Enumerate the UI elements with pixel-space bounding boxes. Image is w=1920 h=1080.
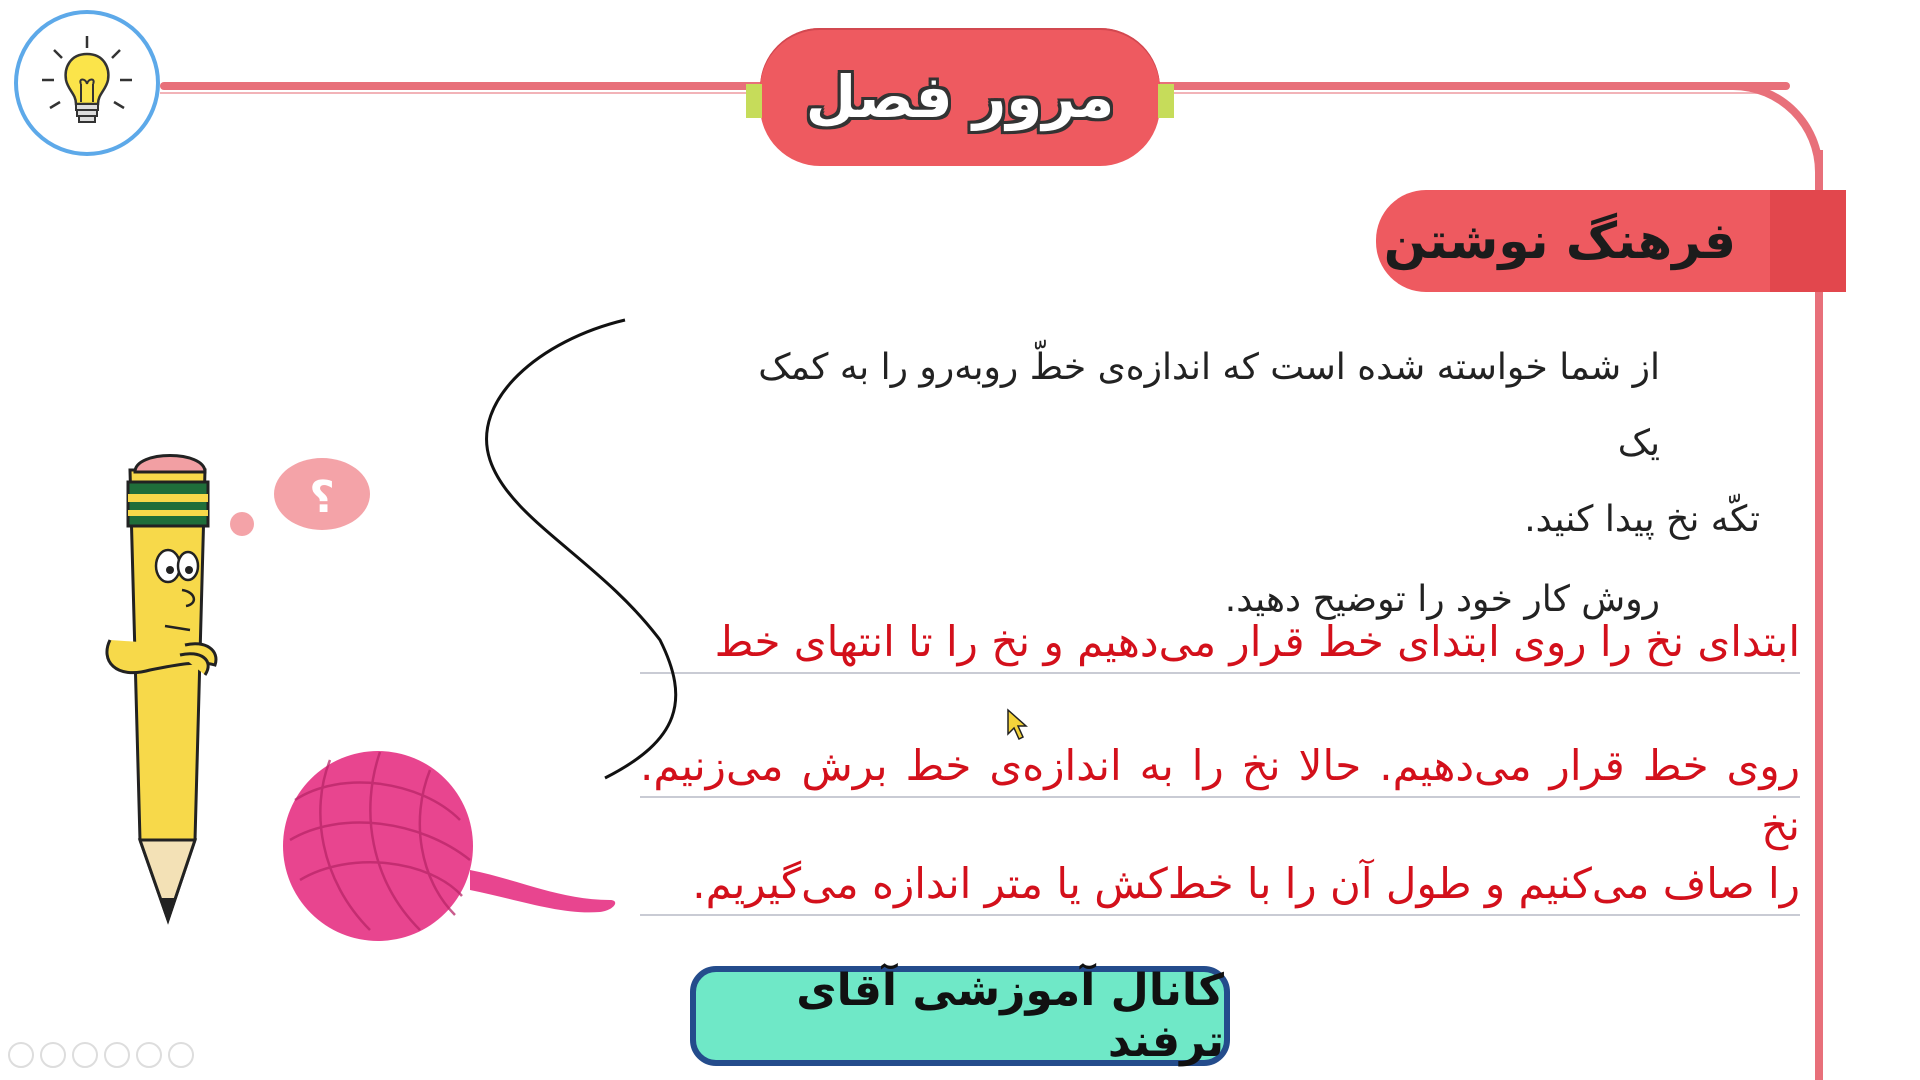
question-mark: ؟ [309, 472, 335, 523]
page-title: مرور فصل [805, 63, 1115, 131]
question-bubble [230, 458, 370, 536]
question-line-3: روش کار خود را توضیح دهید. [1224, 579, 1660, 620]
presentation-controls[interactable] [8, 1042, 194, 1068]
answer-line-1: ابتدای نخ را روی ابتدای خط قرار می‌دهیم و نخ را تا انتهای خط [640, 612, 1800, 674]
frame-corner [1700, 82, 1823, 202]
zoom-icon[interactable] [136, 1042, 162, 1068]
pen-tool-icon[interactable] [72, 1042, 98, 1068]
cursor-icon [1006, 708, 1032, 742]
channel-name: کانال آموزشی آقای ترفند [796, 965, 1224, 1067]
curved-line [487, 320, 676, 778]
pencil-character [107, 456, 216, 921]
slides-grid-icon[interactable] [104, 1042, 130, 1068]
prev-slide-icon[interactable] [8, 1042, 34, 1068]
answer-line-3: را صاف می‌کنیم و طول آن را با خط‌کش یا متر اندازه می‌گیریم. [640, 854, 1800, 916]
question-text [750, 330, 1760, 638]
more-options-icon[interactable] [168, 1042, 194, 1068]
answer-text [640, 612, 1800, 916]
channel-badge [690, 966, 1230, 1066]
question-line-1: از شما خواسته شده است که اندازه‌ی خطّ روبه‌رو را به کمک یک [758, 347, 1660, 464]
yarn-ball [283, 751, 615, 941]
question-line-2: تکّه نخ پیدا کنید. [1524, 499, 1760, 540]
illustration [0, 0, 700, 960]
section-heading: فرهنگ نوشتن [1383, 212, 1736, 270]
chapter-review-title-pill [760, 28, 1160, 166]
next-slide-icon[interactable] [40, 1042, 66, 1068]
answer-line-2: روی خط قرار می‌دهیم. حالا نخ را به اندازه‌ی خط برش می‌زنیم. نخ [640, 736, 1800, 798]
title-tab-right [1158, 84, 1174, 118]
section-heading-end [1770, 190, 1846, 292]
section-heading-banner [1376, 190, 1846, 292]
title-tab-left [746, 84, 762, 118]
